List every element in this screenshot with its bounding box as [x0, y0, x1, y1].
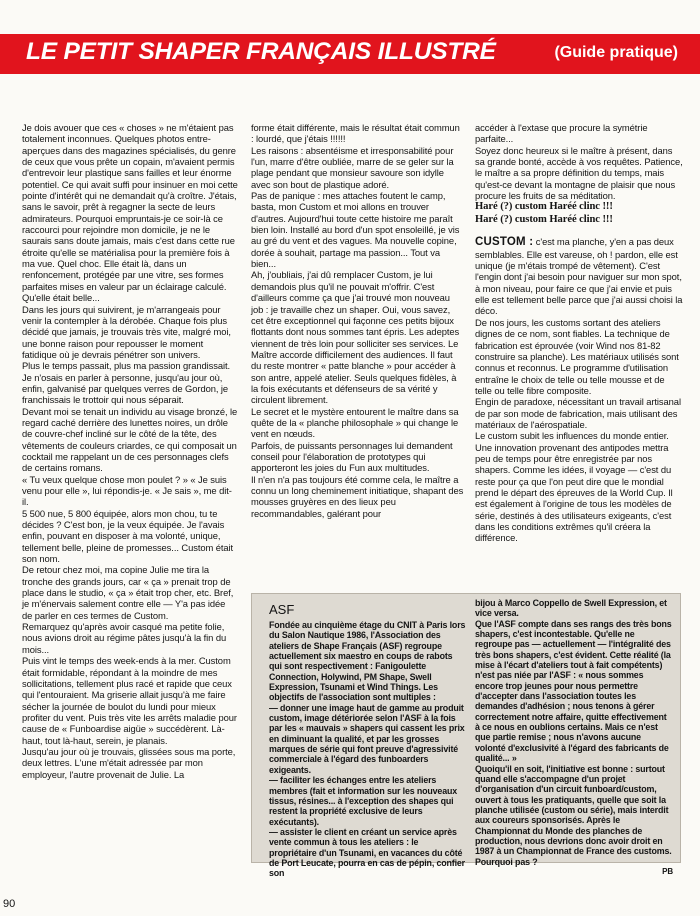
paragraph: Le custom subit les influences du monde entier. Une innovation provenant des antipodes mettra peu de temps pour être enregistrée par nos shapers. Comme les idées, il voyage — c'est du reste pour ça que l'on peut dire que le mondial prend le départ des épreuves de la World Cup. Il est également à l'origine de tous les modèles de série, destinés à des utilisateurs exigeants, c'est dans les conditions extrêmes qu'il créera la différence. [475, 430, 673, 544]
paragraph: Devant moi se tenait un individu au visage bronzé, le regard caché derrière des lunettes noires, un drôle de couvre-chef incliné sur le côté de la tête, des vêtements de couleurs criardes, ce qui composait un cocktail me rappelant un de ces personnages clefs de certains romans. [22, 405, 238, 474]
paragraph: Quoiqu'il en soit, l'initiative est bonne : surtout quand elle s'accompagne d'un projet d'organisation d'un circuit funboard/custom, ouvert à tous les pratiquants, quelle que soit la planche utilisée (custom ou série), mais interdit aux coureurs sponsorisés. Après le Championnat du Monde des planches de production, nous devrions donc avoir droit en 1987 à un Championnat de France des customs. Pourquoi pas ? [475, 763, 672, 867]
custom-heading: CUSTOM : [475, 236, 534, 249]
paragraph: accéder à l'extase que procure la symétrie parfaite... [475, 122, 648, 145]
paragraph: De nos jours, les customs sortant des ateliers dignes de ce nom, sont fiables. La technique de fabrication est éprouvée (voir Wind nos 81-82 construire sa planche). Les matériaux utilisés sont connus et reconnus. Le programme d'utilisation entraîne le choix de telle ou telle mousse et de telle ou telle fibre composite. [475, 316, 679, 396]
refrain-line: Haré (?) custom Haréé clinc !!! [475, 201, 613, 213]
page-number: 90 [3, 898, 16, 910]
paragraph: Ah, j'oubliais, j'ai dû remplacer Custom, je lui demandois plus qu'il ne pouvait m'offrir. C'est d'ailleurs comme ça que j'ai trouvé mon nouveau job : je travaille chez un shaper. Oui, vous savez, cet être exceptionnel qui façonne ces petits bijoux flottants dont nous sommes tant épris. Les adeptes viennent de très loin pour solliciter ses services. Le Maître accorde difficilement des audiences. Il faut du reste montrer « patte blanche » pour accéder à son antre, appelé atelier. Seuls quelques fidèles, à la fois exécutants et défenseurs de sa vérité y circulent librement. [251, 269, 460, 406]
header-banner [0, 34, 700, 74]
paragraph: Que l'ASF compte dans ses rangs des très bons shapers, c'est incontestable. Qu'elle ne regroupe pas — actuellement — l'intégralité des très bons shapers, c'est évident. Cette réalité (la mise à l'écart d'ateliers tout à fait compétents) n'est pas niée par l'ASF : « nous sommes encore trop jeunes pour nous permettre d'accepter dans l'association toutes les demandes d'adhésion ; nous tenons à gérer correctement notre affaire, quitte effectivement à ce nous en oublions certains. Mais ce n'est que partie remise ; nous n'avons aucune volonté d'exclusivité à l'égard des fabricants de qualité... » [475, 618, 672, 764]
paragraph: Soyez donc heureux si le maître à présent, dans sa grande bonté, accède à vos requêtes. Patience, le maître a sa propre définition du temps, mais qu'est-ce devant la montagne de plaisir que nous procure les fruits de sa méditation. [475, 144, 683, 202]
spacer [475, 226, 683, 236]
paragraph: Il n'en n'a pas toujours été comme cela, le maître a connu un long cheminement initiatique, shapant des mousses gruyères en des lieux peu recommandables, galérant pour [251, 473, 464, 519]
refrain-line: Haré (?) custom Haréé clinc !!! [475, 213, 613, 225]
paragraph: bijou à Marco Coppello de Swell Expression, et vice versa. [475, 598, 667, 619]
custom-definition [475, 236, 683, 316]
paragraph: — assister le client en créant un service après vente commun à tous les ateliers : le propriétaire d'un Tsunami, en vacances du côté de Port Leucate, pourra en cas de pépin, confier son [269, 826, 465, 879]
paragraph: Le secret et le mystère entourent le maître dans sa quête de la « planche philosophale » qui change le vent en nœuds. [251, 405, 459, 440]
asf-title: ASF [269, 602, 295, 617]
column-2 [251, 122, 464, 570]
column-3 [475, 122, 683, 582]
paragraph: Puis vint le temps des week-ends à la mer. Custom était formidable, répondant à la moindre de mes sollicitations, tellement plus racé et rapide que ceux qui l'entouraient. Ma griserie allait jusqu'à me faire sécher la journée de boulot du lundi pour mieux profiter du vent. Puis très vite les arrêts maladie pour cause de « Funboardise aigüe » succédèrent. Là-haut, tout là-haut, serein, je planais. [22, 655, 237, 746]
paragraph: De retour chez moi, ma copine Julie me tira la tronche des grands jours, car « ça » prenait trop de place dans le studio, « ça » était trop cher, etc. Bref, je m'énervais salement contre elle — Y'a pas idée de parler en ces termes de Custom. [22, 564, 234, 621]
paragraph: Plus le temps passait, plus ma passion grandissait. Je n'osais en parler à personne, jusqu'au jour où, enfin, galvanisé par quelques verres de Gordon, je franchissais le trottoir qui nous séparait. [22, 360, 231, 406]
paragraph: Remarquez qu'après avoir casqué ma petite folie, nous avions droit au régime pâtes jusqu'à la fin du mois... [22, 621, 227, 655]
paragraph: « Tu veux quelque chose mon poulet ? » « Je suis venu pour elle », lui répondis-je. « Je sais », me dit-il. [22, 473, 232, 508]
paragraph: — donner une image haut de gamme au produit custom, image détériorée selon l'ASF à la fois par les « mauvais » shapers qui cassent les prix en diminuant la qualité, et par les grosses marques de série qui font preuve d'agressivité commerciale à l'égard des funboarders exigeants. [269, 702, 465, 775]
asf-left-column [269, 620, 467, 879]
column-1 [22, 122, 238, 900]
paragraph: Je dois avouer que ces « choses » ne m'étaient pas totalement inconnues. Quelques photos entre-aperçues dans des magazines spécialisés, du genre de ceux que vous prête un copain, m'avaient permis d'entrevoir leur plastique sans failles et leur énorme potentiel. Ce qui avait suffi pour insinuer en moi cette pointe d'intérêt qui ne demandait qu'à croître. J'étais, sans le savoir, prêt à regagner la secte de leurs admirateurs. Pourquoi empruntais-je ce soir-là ce raccourci pour rejoindre mon domicile, je ne le saurais sans doute jamais, mais c'est dans cette rue étroite qu'elle se matérialisa pour la première fois à ma vue. Quel choc. Elle était là, dans un renfoncement, protégée par une vitre, ses formes parfaites mises en valeur par un éclairage calculé. Qu'elle était belle... [22, 122, 238, 304]
page-title: LE PETIT SHAPER FRANÇAIS ILLUSTRÉ [26, 38, 496, 65]
paragraph: forme était différente, mais le résultat était commun : lourdé, que j'étais !!!!!! [251, 122, 460, 145]
paragraph: Jusqu'au jour où je trouvais, glissées sous ma porte, deux lettres. L'une m'était adressée par mon employeur, l'autre provenait de Julie. La [22, 745, 236, 780]
author-signature: PB [662, 866, 673, 876]
asf-right-column [475, 598, 673, 876]
paragraph: Dans les jours qui suivirent, je m'arrangeais pour venir la contempler à la dérobée. Chaque fois plus décidé que jamais, je trouvais très vite, malgré moi, une bonne raison pour repousser le moment fatidique où je devrais pénétrer son univers. [22, 303, 231, 360]
asf-sidebar-box [251, 593, 681, 879]
paragraph: Engin de paradoxe, nécessitant un travail artisanal de par son mode de fabrication, mais utilisant des matériaux de l'aérospatiale. [475, 396, 681, 430]
paragraph: Parfois, de puissants personnages lui demandent conseil pour l'élaboration de prototypes qui apporteront les joies du Fun aux multitudes. [251, 439, 453, 474]
section-tag: (Guide pratique) [554, 44, 678, 61]
paragraph: Pas de panique : mes attaches foutent le camp, basta, mon Custom et moi allons en trouver d'autres. Aujourd'hui toute cette histoire me paraît bien loin. Installé au bord d'un spot ensoleillé, je vis au gré du vent et des vagues. Ma nouvelle copine, dorée à souhait, partage ma passion... Tout va bien... [251, 190, 460, 270]
paragraph: 5 500 nue, 5 800 équipée, alors mon chou, tu te décides ? C'est bon, je la veux équipée. Je l'avais enfin, pouvant en disposer à ma volonté, unique, tellement belle, pleine de promesses... Custom était son nom. [22, 507, 234, 565]
paragraph: Les raisons : absentéisme et irresponsabilité pour l'un, marre d'être oubliée, marre de se geler sur la plage pendant que monsieur savoure son idylle avec son bout de plastique adoré. [251, 144, 454, 190]
custom-definition-text: c'est ma planche, y'en a pas deux semblables. Elle est vareuse, oh ! pardon, elle est unique (je m'étais trompé de vêtement). C'est l'engin dont j'ai besoin pour naviguer sur mon spot, à mon niveau, pour faire ce que j'ai envie et puis elle est tellement belle parce que j'ai aussi choisi la déco. [475, 236, 683, 317]
paragraph: — faciliter les échanges entre les ateliers membres (fait et information sur les nouveaux tissus, résines... à l'exception des shapes qui restent la propriété exclusive de leurs exécutants). [269, 775, 458, 827]
paragraph: Fondée au cinquième étage du CNIT à Paris lors du Salon Nautique 1986, l'Association des ateliers de Shape Français (ASF) regroupe actuellement six maestro en coups de rabots qui sont respectivement : Fanigoulette Connection, Holywind, PM Shape, Swell Expression, Tsunami et Wind Things. Les objectifs de l'association sont multiples : [269, 620, 466, 703]
